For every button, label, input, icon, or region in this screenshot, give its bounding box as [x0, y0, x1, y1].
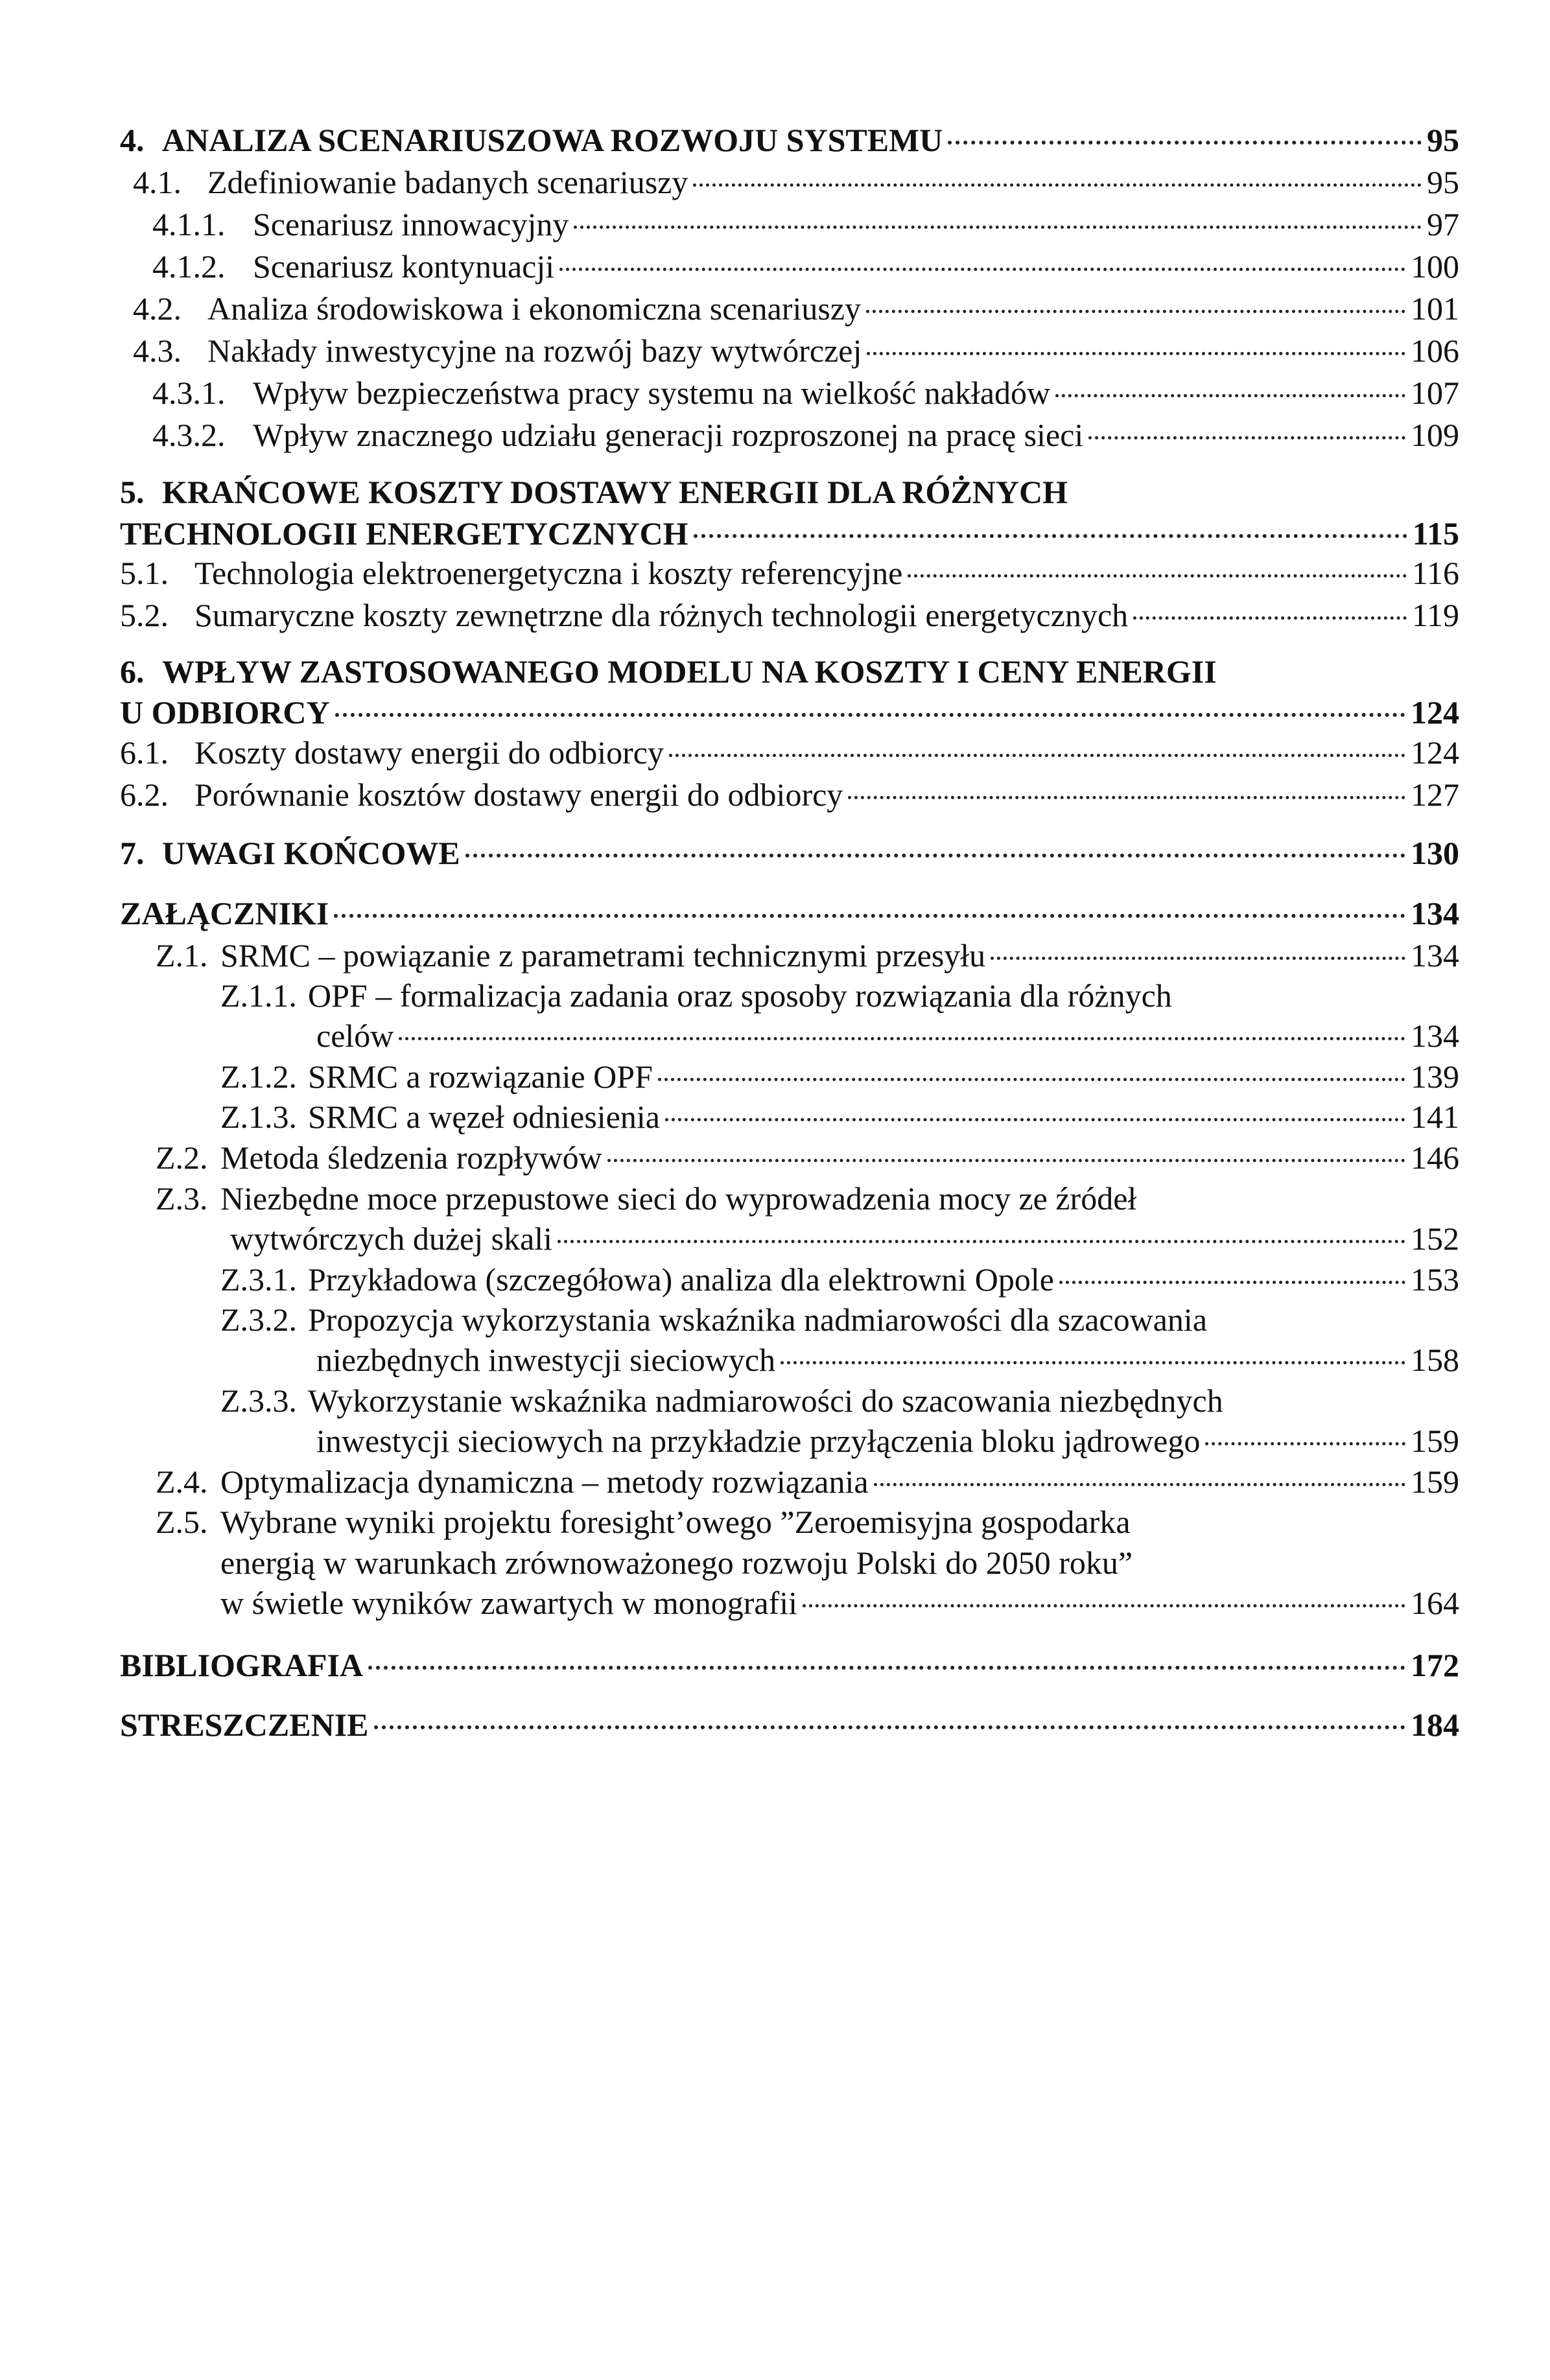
- toc-entry-zalaczniki[interactable]: [0, 893, 1550, 933]
- entry-title: U ODBIORCY: [120, 694, 330, 730]
- dot-leader: [399, 1037, 1405, 1040]
- entry-title: Scenariusz innowacyjny: [253, 206, 569, 242]
- toc-entry-z1[interactable]: [0, 935, 1550, 975]
- toc-entry-7[interactable]: [0, 833, 1550, 873]
- dot-leader: [848, 796, 1405, 799]
- entry-title: Optymalizacja dynamiczna – metody rozwiązania: [220, 1464, 869, 1500]
- dot-leader: [866, 310, 1405, 313]
- entry-page: 141: [1411, 1099, 1459, 1135]
- dot-leader: [694, 534, 1407, 538]
- entry-title: Koszty dostawy energii do odbiorcy: [194, 734, 664, 771]
- entry-title-first-line: WPŁYW ZASTOSOWANEGO MODELU NA KOSZTY I CENY ENERGII: [162, 653, 1217, 690]
- toc-entry-5[interactable]: [0, 513, 1550, 554]
- toc-entry-5-1[interactable]: [0, 553, 1550, 593]
- entry-page: 124: [1411, 694, 1459, 730]
- entry-title: Zdefiniowanie badanych scenariuszy: [207, 164, 688, 200]
- toc-entry-4-3-2[interactable]: [0, 415, 1550, 455]
- entry-page: 159: [1411, 1423, 1459, 1459]
- toc-entry-5-line1[interactable]: [0, 472, 1550, 512]
- entry-page: 115: [1412, 515, 1459, 552]
- entry-page: 127: [1411, 776, 1459, 813]
- entry-page: 153: [1411, 1261, 1459, 1298]
- dot-leader: [335, 713, 1405, 717]
- entry-number: Z.3.1.: [220, 1261, 298, 1298]
- dot-leader: [1205, 1442, 1405, 1445]
- toc-entry-4-2[interactable]: [0, 288, 1550, 329]
- entry-title-first-line: OPF – formalizacja zadania oraz sposoby rozwiązania dla różnych: [308, 977, 1172, 1014]
- entry-title: ZAŁĄCZNIKI: [120, 895, 329, 931]
- entry-title: Przykładowa (szczegółowa) analiza dla elektrowni Opole: [308, 1261, 1054, 1298]
- entry-title: UWAGI KOŃCOWE: [162, 835, 460, 871]
- entry-title-second-line: energią w warunkach zrównoważonego rozwoju Polski do 2050 roku”: [220, 1545, 1133, 1581]
- entry-page: 134: [1411, 1018, 1459, 1054]
- entry-title: Metoda śledzenia rozpływów: [220, 1139, 602, 1176]
- entry-title: Analiza środowiskowa i ekonomiczna scenariuszy: [207, 290, 862, 327]
- entry-number: Z.1.3.: [220, 1099, 298, 1135]
- entry-page: 184: [1411, 1707, 1459, 1743]
- entry-title: Nakłady inwestycyjne na rozwój bazy wytwórczej: [207, 332, 862, 369]
- entry-page: 95: [1427, 164, 1459, 200]
- dot-leader: [948, 141, 1422, 145]
- dot-leader: [991, 957, 1405, 960]
- toc-entry-z1-1-line1[interactable]: [0, 975, 1550, 1016]
- toc-entry-z3-3-line1[interactable]: [0, 1381, 1550, 1421]
- entry-title: w świetle wyników zawartych w monografii: [220, 1585, 798, 1621]
- entry-page: 164: [1411, 1585, 1459, 1621]
- toc-entry-4-3-1[interactable]: [0, 373, 1550, 413]
- toc-entry-z1-3[interactable]: [0, 1097, 1550, 1137]
- entry-title: Technologia elektroenergetyczna i koszty referencyjne: [194, 555, 903, 591]
- toc-entry-z3-2-line1[interactable]: [0, 1300, 1550, 1340]
- toc-entry-4-1[interactable]: [0, 162, 1550, 202]
- entry-page: 152: [1411, 1220, 1459, 1257]
- toc-entry-z3-3[interactable]: [0, 1421, 1550, 1461]
- dot-leader: [693, 183, 1422, 187]
- entry-page: 107: [1411, 375, 1459, 411]
- toc-entry-z5-line2[interactable]: [0, 1543, 1550, 1583]
- dot-leader: [368, 1666, 1405, 1670]
- entry-number: 4.1.1.: [152, 206, 226, 242]
- entry-page: 130: [1411, 835, 1459, 871]
- toc-entry-6[interactable]: [0, 692, 1550, 732]
- entry-number: Z.3.: [156, 1180, 208, 1217]
- entry-page: 97: [1427, 206, 1459, 242]
- entry-number: 4.2.: [133, 290, 182, 327]
- toc-entry-z3-1[interactable]: [0, 1259, 1550, 1300]
- entry-page: 109: [1411, 417, 1459, 453]
- toc-entry-z3-2[interactable]: [0, 1340, 1550, 1380]
- toc-entry-z3[interactable]: [0, 1219, 1550, 1259]
- toc-entry-z4[interactable]: [0, 1462, 1550, 1502]
- entry-page: 158: [1411, 1342, 1459, 1378]
- entry-number: Z.2.: [156, 1139, 208, 1176]
- entry-number: 6.2.: [120, 776, 169, 813]
- entry-number: Z.1.: [156, 937, 208, 974]
- entry-title: celów: [316, 1018, 394, 1054]
- entry-title-first-line: KRAŃCOWE KOSZTY DOSTAWY ENERGII DLA RÓŻNYCH: [162, 474, 1068, 510]
- toc-entry-z1-1[interactable]: [0, 1016, 1550, 1056]
- dot-leader: [374, 1725, 1406, 1729]
- entry-title: STRESZCZENIE: [120, 1707, 369, 1743]
- dot-leader: [574, 226, 1422, 229]
- entry-number: Z.5.: [156, 1504, 208, 1540]
- entry-title: Wpływ bezpieczeństwa pracy systemu na wielkość nakładów: [253, 375, 1051, 411]
- entry-page: 106: [1411, 332, 1459, 369]
- toc-entry-5-2[interactable]: [0, 595, 1550, 635]
- entry-title-first-line: Propozycja wykorzystania wskaźnika nadmiarowości dla szacowania: [308, 1301, 1208, 1338]
- entry-number: 6.: [120, 653, 145, 690]
- entry-number: 4.1.: [133, 164, 182, 200]
- entry-number: 4.3.2.: [152, 417, 226, 453]
- entry-title: TECHNOLOGII ENERGETYCZNYCH: [120, 515, 688, 552]
- toc-entry-streszczenie[interactable]: [0, 1705, 1550, 1745]
- dot-leader: [669, 754, 1405, 757]
- entry-number: 4.1.2.: [152, 248, 226, 285]
- entry-page: 139: [1411, 1058, 1459, 1095]
- entry-title: Porównanie kosztów dostawy energii do odbiorcy: [194, 776, 843, 813]
- entry-title: Sumaryczne koszty zewnętrzne dla różnych technologii energetycznych: [194, 597, 1129, 633]
- entry-number: 4.: [120, 122, 145, 158]
- entry-title-first-line: Niezbędne moce przepustowe sieci do wyprowadzenia mocy ze źródeł: [220, 1180, 1137, 1217]
- entry-number: Z.1.2.: [220, 1058, 298, 1095]
- toc-entry-z1-2[interactable]: [0, 1056, 1550, 1097]
- entry-title: SRMC a węzeł odniesienia: [308, 1099, 660, 1135]
- dot-leader: [559, 268, 1405, 271]
- entry-page: 101: [1411, 290, 1459, 327]
- entry-title: niezbędnych inwestycji sieciowych: [316, 1342, 776, 1378]
- dot-leader: [867, 352, 1405, 355]
- entry-number: Z.1.1.: [220, 977, 298, 1014]
- toc-entry-4-1-2[interactable]: [0, 246, 1550, 286]
- entry-number: 6.1.: [120, 734, 169, 771]
- toc-entry-z5-line1[interactable]: [0, 1502, 1550, 1542]
- entry-title: SRMC – powiązanie z parametrami technicznymi przesyłu: [220, 937, 986, 974]
- entry-page: 95: [1427, 122, 1459, 158]
- entry-page: 172: [1411, 1647, 1459, 1683]
- dot-leader: [658, 1078, 1405, 1081]
- entry-number: Z.3.3.: [220, 1382, 298, 1419]
- dot-leader: [781, 1361, 1405, 1364]
- toc-entry-4[interactable]: [0, 120, 1550, 160]
- dot-leader: [1059, 1281, 1405, 1284]
- dot-leader: [908, 574, 1407, 578]
- entry-number: 4.3.1.: [152, 375, 226, 411]
- toc-entry-z2[interactable]: [0, 1138, 1550, 1178]
- entry-title-first-line: Wykorzystanie wskaźnika nadmiarowości do szacowania niezbędnych: [308, 1382, 1223, 1419]
- entry-page: 119: [1411, 597, 1459, 633]
- dot-leader: [665, 1118, 1405, 1121]
- dot-leader: [803, 1604, 1405, 1607]
- dot-leader: [1088, 436, 1405, 439]
- entry-number: 5.: [120, 474, 145, 510]
- entry-number: 5.1.: [120, 555, 169, 591]
- entry-title: SRMC a rozwiązanie OPF: [308, 1058, 653, 1095]
- entry-number: Z.3.2.: [220, 1301, 298, 1338]
- entry-page: 116: [1411, 555, 1459, 591]
- dot-leader: [465, 854, 1405, 858]
- entry-page: 159: [1411, 1464, 1459, 1500]
- entry-title-first-line: Wybrane wyniki projektu foresight’owego ”Zeroemisyjna gospodarka: [220, 1504, 1131, 1540]
- toc-entry-4-3[interactable]: [0, 331, 1550, 371]
- toc-entry-4-1-1[interactable]: [0, 204, 1550, 244]
- dot-leader: [607, 1159, 1405, 1162]
- dot-leader: [874, 1483, 1405, 1486]
- entry-page: 124: [1411, 734, 1459, 771]
- toc-entry-z5[interactable]: [0, 1583, 1550, 1623]
- toc-entry-6-1[interactable]: [0, 732, 1550, 773]
- toc-entry-z3-line1[interactable]: [0, 1178, 1550, 1219]
- dot-leader: [334, 914, 1405, 918]
- entry-title: Wpływ znacznego udziału generacji rozproszonej na pracę sieci: [253, 417, 1084, 453]
- entry-number: 7.: [120, 835, 145, 871]
- entry-title: Scenariusz kontynuacji: [253, 248, 555, 285]
- entry-title: BIBLIOGRAFIA: [120, 1647, 364, 1683]
- entry-title: ANALIZA SCENARIUSZOWA ROZWOJU SYSTEMU: [162, 122, 943, 158]
- entry-title: wytwórczych dużej skali: [230, 1220, 553, 1257]
- toc-entry-6-line1[interactable]: [0, 651, 1550, 692]
- entry-number: 5.2.: [120, 597, 169, 633]
- entry-page: 146: [1411, 1139, 1459, 1176]
- entry-page: 100: [1411, 248, 1459, 285]
- entry-page: 134: [1411, 895, 1459, 931]
- entry-page: 134: [1411, 937, 1459, 974]
- dot-leader: [558, 1240, 1405, 1243]
- dot-leader: [1133, 616, 1407, 620]
- toc-entry-6-2[interactable]: [0, 775, 1550, 815]
- entry-title: inwestycji sieciowych na przykładzie przyłączenia bloku jądrowego: [316, 1423, 1201, 1459]
- entry-number: 4.3.: [133, 332, 182, 369]
- dot-leader: [1055, 394, 1405, 397]
- toc-entry-bibliografia[interactable]: [0, 1645, 1550, 1685]
- entry-number: Z.4.: [156, 1464, 208, 1500]
